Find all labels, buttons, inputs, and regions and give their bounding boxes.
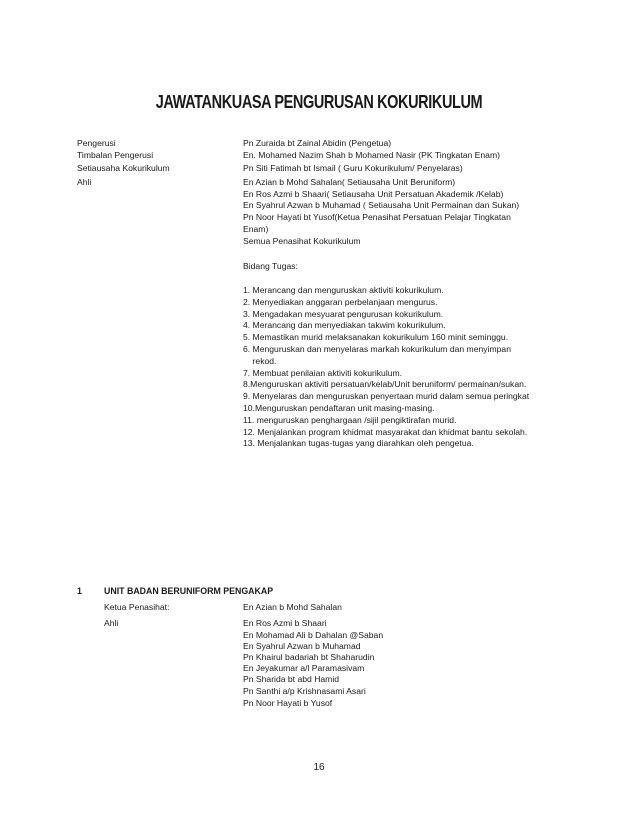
task-item: 11. menguruskan penghargaan /sijil pengiktirafan murid. xyxy=(243,414,457,425)
unit-member-name: En Jeyakumar a/l Paramasivam xyxy=(243,663,365,673)
page-title: JAWATANKUASA PENGURUSAN KOKURIKULUM xyxy=(155,93,483,113)
task-item: 12. Menjalankan program khidmat masyarakat dan khidmat bantu sekolah. xyxy=(243,426,528,437)
section-title: UNIT BADAN BERUNIFORM PENGAKAP xyxy=(104,586,274,596)
tasks-list xyxy=(243,285,529,450)
unit-member-name: Pn Sharida bt abd Hamid xyxy=(243,674,340,684)
page-number: 16 xyxy=(313,762,325,773)
task-item: rekod. xyxy=(243,355,277,366)
role-members-label: Ahli xyxy=(77,177,92,187)
task-item: 7. Membuat penilaian aktiviti kokurikulum. xyxy=(243,367,403,378)
advisor-label: Ketua Penasihat: xyxy=(104,602,170,612)
unit-member-name: Pn Santhi a/p Krishnasami Asari xyxy=(243,686,366,696)
task-item: 9. Menyelaras dan menguruskan penyertaan murid dalam semua peringkat xyxy=(243,391,530,402)
task-item: 5. Memastikan murid melaksanakan kokurikulum 160 minit seminggu. xyxy=(243,332,509,343)
unit-member-name: En Mohamad Ali b Dahalan @Saban xyxy=(243,630,384,640)
role-secretary-label: Setiausaha Kokurikulum xyxy=(77,163,170,173)
task-item: 13. Menjalankan tugas-tugas yang diarahkan oleh pengetua. xyxy=(243,438,474,449)
role-chairman-name: Pn Zuraida bt Zainal Abidin (Pengetua) xyxy=(243,138,392,148)
section-number: 1 xyxy=(77,586,82,596)
unit-member-name: En Ros Azmi b Shaari xyxy=(243,618,327,628)
advisor-name: En Azian b Mohd Sahalan xyxy=(243,602,342,612)
role-chairman-label: Pengerusi xyxy=(77,138,116,148)
unit-members-label: Ahli xyxy=(104,618,119,628)
member-name: En Azian b Mohd Sahalan( Setiausaha Unit Beruniform) xyxy=(243,177,456,187)
task-item: 8.Menguruskan aktiviti persatuan/kelab/Unit beruniform/ permainan/sukan. xyxy=(243,379,527,390)
unit-member-name: En Syahrul Azwan b Muhamad xyxy=(243,641,361,651)
member-name: En Ros Azmi b Shaari( Setiausaha Unit Persatuan Akademik /Kelab) xyxy=(243,189,504,199)
unit-member-name: Pn Noor Hayati b Yusof xyxy=(243,698,333,708)
task-item: 4. Merancang dan menyediakan takwim kokurikulum. xyxy=(243,320,446,331)
role-vice-chairman-label: Timbalan Pengerusi xyxy=(77,150,154,160)
member-name: En Syahrul Azwan b Muhamad ( Setiausaha Unit Permainan dan Sukan) xyxy=(243,200,520,210)
member-name: Pn Noor Hayati bt Yusof(Ketua Penasihat Persatuan Pelajar Tingkatan xyxy=(243,212,511,222)
task-item: 1. Merancang dan menguruskan aktiviti kokurikulum. xyxy=(243,285,444,295)
unit-member-name: Pn Khairul badariah bt Shaharudin xyxy=(243,652,375,662)
task-item: 2. Menyediakan anggaran perbelanjaan mengurus. xyxy=(243,296,438,307)
member-name: Semua Penasihat Kokurikulum xyxy=(243,236,361,246)
task-item: 10.Menguruskan pendaftaran unit masing-masing. xyxy=(243,402,435,413)
member-name: Enam) xyxy=(243,224,269,234)
role-vice-chairman-name: En. Mohamed Nazim Shah b Mohamed Nasir (PK Tingkatan Enam) xyxy=(243,150,500,160)
tasks-heading: Bidang Tugas: xyxy=(243,261,298,271)
task-item: 3. Mengadakan mesyuarat pengurusan kokurikulum. xyxy=(243,308,444,319)
role-secretary-name: Pn Siti Fatimah bt Ismail ( Guru Kokurikulum/ Penyelaras) xyxy=(243,163,463,173)
task-item: 6. Menguruskan dan menyelaras markah kokurikulum dan menyimpan xyxy=(243,343,511,354)
